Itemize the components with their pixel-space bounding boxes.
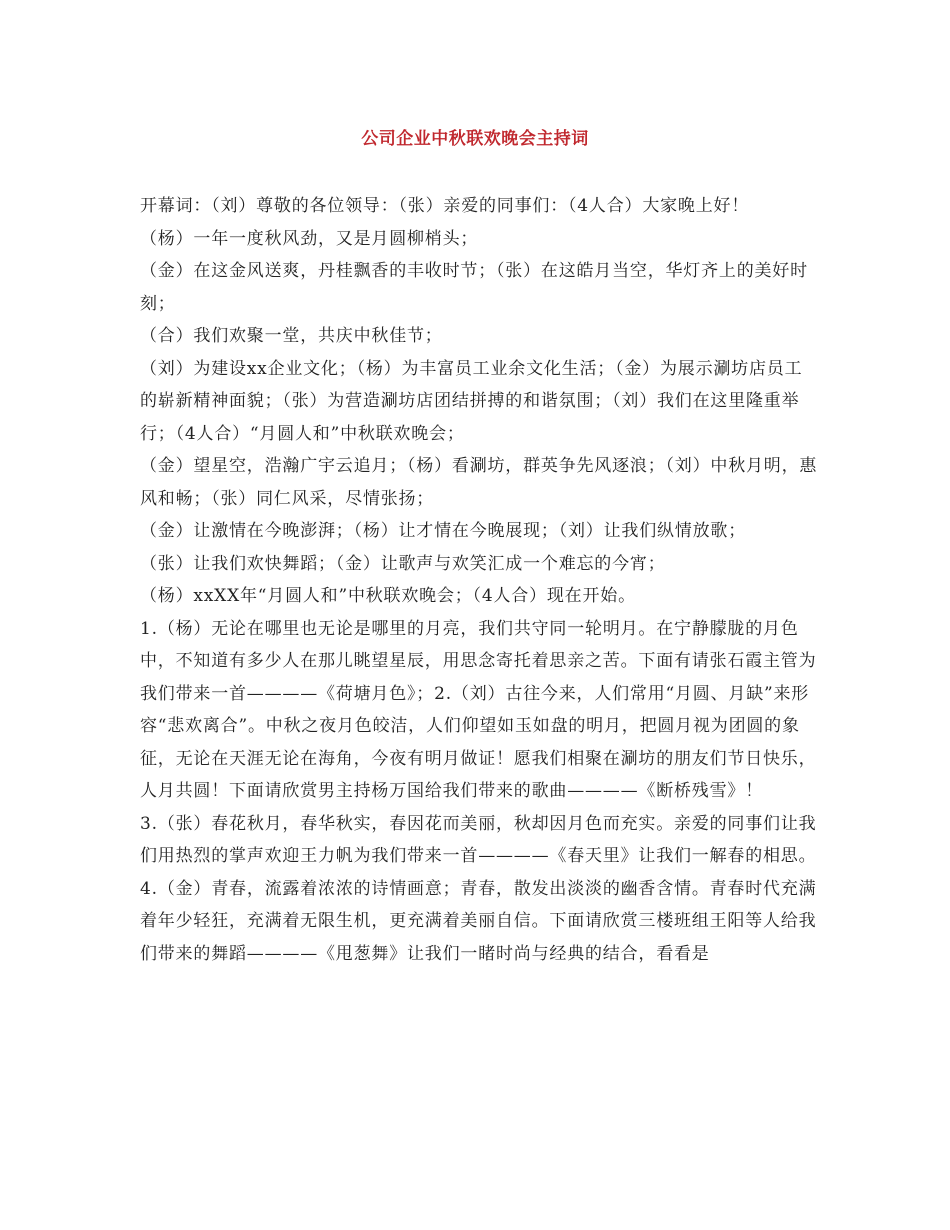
paragraph: （金）在这金风送爽，丹桂飘香的丰收时节；（张）在这皓月当空，华灯齐上的美好时刻；	[140, 261, 808, 314]
paragraph: （合）我们欢聚一堂，共庆中秋佳节；	[140, 326, 443, 346]
paragraph: （张）让我们欢快舞蹈；（金）让歌声与欢笑汇成一个难忘的今宵；	[140, 553, 666, 574]
paragraph-item-1-2: 1.（杨）无论在哪里也无论是哪里的月亮，我们共守同一轮明月。在宁静朦胧的月色中，不知道有多少人在那儿眺望星辰，用思念寄托着思亲之苦。下面有请张石霞主管为我们带来一首————《荷塘月色》；2.（刘）古往今来，人们常用“月圆、月缺”来形容“悲欢离合”。中秋之夜月色皎洁，人们仰望如玉如盘的明月，把圆月视为团圆的象征，无论在天涯无论在海角，今夜有明月做证！愿我们相聚在涮坊的朋友们节日快乐，人月共圆！下面请欣赏男主持杨万国给我们带来的歌曲————《断桥残雪》！	[140, 618, 817, 801]
paragraph: （杨）xxXX年“月圆人和”中秋联欢晚会；（4人合）现在开始。	[140, 586, 636, 606]
paragraph: （金）让激情在今晚澎湃；（杨）让才情在今晚展现；（刘）让我们纵情放歌；	[140, 521, 746, 541]
paragraph-item-4: 4.（金）青春，流露着浓浓的诗情画意；青春，散发出淡淡的幽香含情。青春时代充满着年少轻狂，充满着无限生机，更充满着美丽自信。下面请欣赏三楼班组王阳等人给我们带来的舞蹈————《甩葱舞》让我们一睹时尚与经典的结合，看看是	[140, 878, 817, 964]
document-body	[140, 190, 820, 970]
paragraph: （刘）为建设xx企业文化；（杨）为丰富员工业余文化生活；（金）为展示涮坊店员工的崭新精神面貌；（张）为营造涮坊店团结拼搏的和谐氛围；（刘）我们在这里隆重举行；（4人合）“月圆人和”中秋联欢晚会；	[140, 358, 803, 444]
paragraph: （金）望星空，浩瀚广宇云追月；（杨）看涮坊，群英争先风逐浪；（刘）中秋月明，惠风和畅；（张）同仁风采，尽情张扬；	[140, 456, 818, 509]
paragraph-opening: 开幕词：（刘）尊敬的各位领导：（张）亲爱的同事们：（4人合）大家晚上好！	[140, 196, 750, 216]
paragraph: （杨）一年一度秋风劲，又是月圆柳梢头；	[140, 228, 479, 249]
paragraph-item-3: 3.（张）春花秋月，春华秋实，春因花而美丽，秋却因月色而充实。亲爱的同事们让我们用热烈的掌声欢迎王力帆为我们带来一首————《春天里》让我们一解春的相思。	[140, 813, 817, 866]
page-title: 公司企业中秋联欢晚会主持词	[361, 129, 589, 149]
